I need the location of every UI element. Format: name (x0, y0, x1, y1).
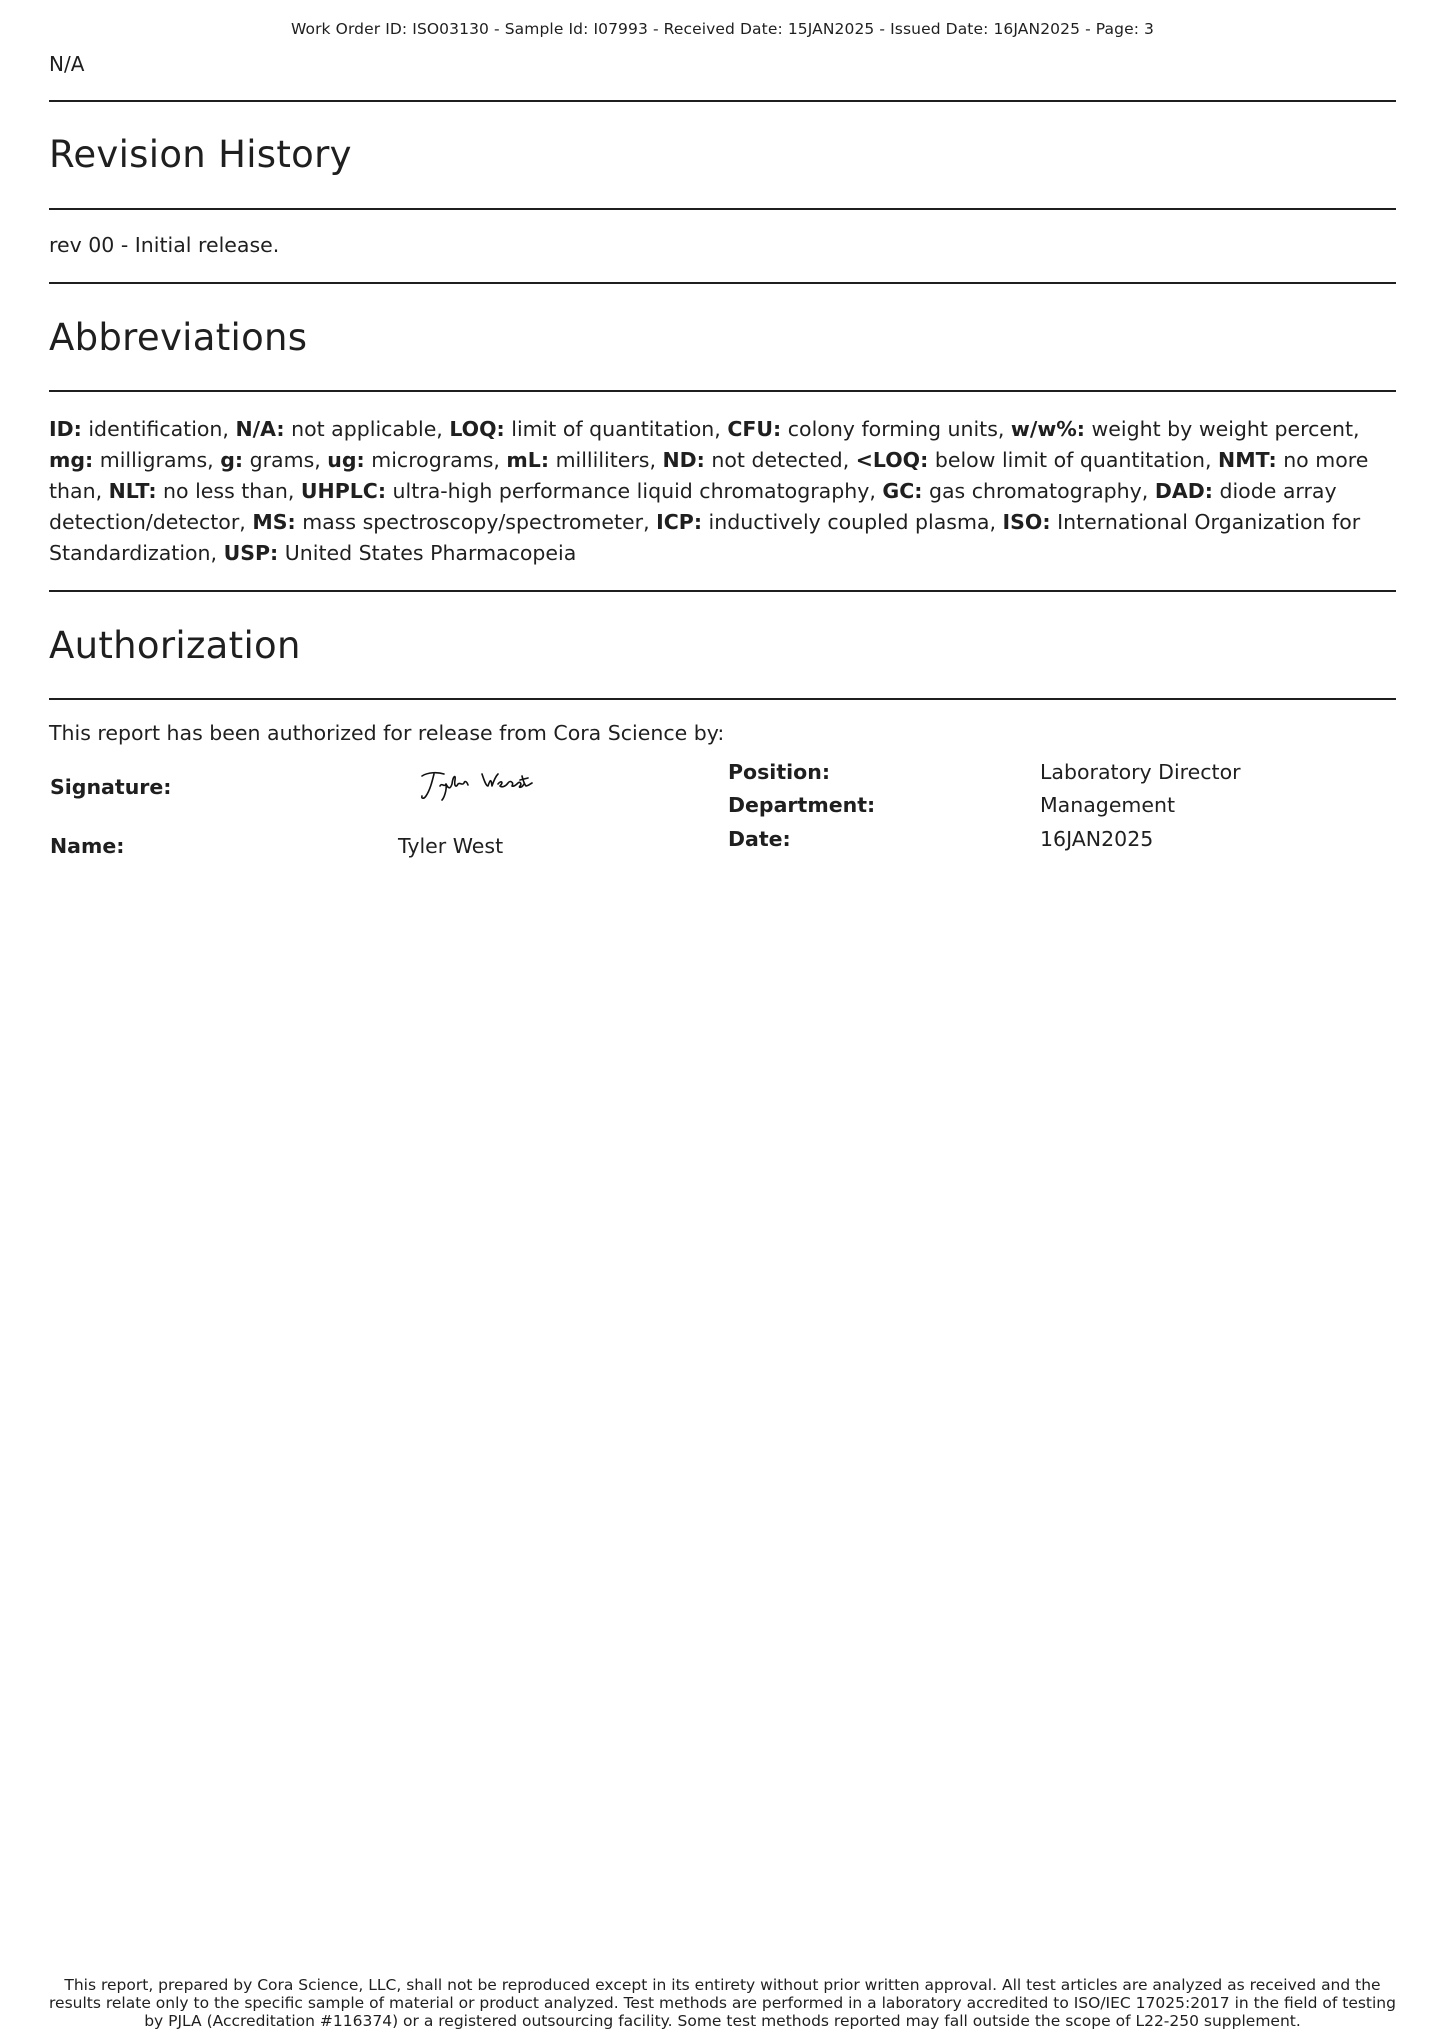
abbreviation-item (301, 479, 882, 503)
signature-label: Signature: (50, 775, 172, 799)
page-footer (40, 1976, 1405, 2030)
footer-line: This report, prepared by Cora Science, LLC, shall not be reproduced except in its entirety without prior written approval. All test articles are analyzed as received and the (64, 1976, 1381, 1994)
abbreviation-item (1011, 417, 1360, 441)
position-label: Position: (728, 760, 831, 784)
department-value: Management (1040, 793, 1176, 817)
date-label: Date: (728, 827, 791, 851)
divider (49, 282, 1396, 284)
name-label: Name: (50, 834, 125, 858)
abbreviation-term: UHPLC: (300, 479, 387, 503)
divider (49, 100, 1396, 102)
abbreviation-definition: below limit of quantitation, (928, 448, 1219, 472)
signature-image (416, 766, 536, 806)
abbreviation-term: <LOQ: (855, 448, 929, 472)
abbreviation-term: ISO: (1002, 510, 1051, 534)
abbreviation-definition: not applicable, (284, 417, 450, 441)
carryover-text: N/A (49, 52, 85, 76)
abbreviation-item (49, 448, 220, 472)
abbreviation-item (882, 479, 1154, 503)
abbreviation-definition: no less than, (156, 479, 301, 503)
abbreviation-term: MS: (252, 510, 296, 534)
abbreviation-term: CFU: (727, 417, 782, 441)
abbreviation-term: g: (220, 448, 244, 472)
abbreviations-list (49, 414, 1396, 569)
abbreviation-item (49, 417, 235, 441)
authorization-title: Authorization (49, 624, 301, 667)
revision-entry: rev 00 - Initial release. (49, 233, 280, 257)
abbreviation-item (220, 448, 327, 472)
name-value: Tyler West (398, 834, 504, 858)
abbreviation-definition: diode array detection/detector, (49, 479, 1337, 534)
abbreviation-definition: gas chromatography, (922, 479, 1155, 503)
abbreviation-item (663, 448, 856, 472)
abbreviation-definition: United States Pharmacopeia (278, 541, 577, 565)
divider (49, 590, 1396, 592)
abbreviation-term: NLT: (108, 479, 157, 503)
abbreviation-item (856, 448, 1218, 472)
abbreviation-item (449, 417, 727, 441)
abbreviation-definition: inductively coupled plasma, (702, 510, 1003, 534)
abbreviation-item (727, 417, 1011, 441)
divider (49, 390, 1396, 392)
abbreviation-item (656, 510, 1002, 534)
abbreviation-definition: no more than, (49, 448, 1369, 503)
footer-line: by PJLA (Accreditation #116374) or a registered outsourcing facility. Some test methods reported may fall outside the scope of L22-250 supplement. (144, 2012, 1301, 2030)
abbreviation-term: ND: (662, 448, 705, 472)
abbreviation-definition: ultra-high performance liquid chromatography, (386, 479, 883, 503)
abbreviation-item (506, 448, 662, 472)
footer-line: results relate only to the specific sample of material or product analyzed. Test methods are performed in a laboratory accredited to ISO/IEC 17025:2017 in the field of testing (49, 1994, 1396, 2012)
abbreviation-term: NMT: (1218, 448, 1277, 472)
abbreviation-term: ID: (49, 417, 82, 441)
abbreviation-term: ug: (327, 448, 365, 472)
authorization-intro: This report has been authorized for release from Cora Science by: (49, 721, 725, 745)
abbreviation-term: LOQ: (449, 417, 505, 441)
abbreviation-definition: limit of quantitation, (504, 417, 728, 441)
abbreviation-item (224, 541, 577, 565)
revision-history-title: Revision History (49, 133, 352, 176)
divider (49, 698, 1396, 700)
divider (49, 208, 1396, 210)
abbreviation-item (252, 510, 656, 534)
abbreviation-term: mL: (506, 448, 550, 472)
abbreviation-definition: milliliters, (549, 448, 663, 472)
abbreviation-definition: International Organization for Standardization, (49, 510, 1361, 565)
abbreviation-term: USP: (223, 541, 279, 565)
abbreviation-definition: grams, (243, 448, 328, 472)
abbreviation-definition: colony forming units, (781, 417, 1011, 441)
abbreviation-item (109, 479, 301, 503)
abbreviation-definition: identification, (81, 417, 236, 441)
abbreviation-term: mg: (49, 448, 94, 472)
abbreviation-definition: mass spectroscopy/spectrometer, (295, 510, 657, 534)
abbreviation-term: ICP: (656, 510, 703, 534)
abbreviations-title: Abbreviations (49, 316, 308, 359)
abbreviation-definition: micrograms, (364, 448, 507, 472)
department-label: Department: (728, 793, 876, 817)
abbreviation-item (235, 417, 449, 441)
abbreviation-term: w/w%: (1010, 417, 1086, 441)
abbreviation-definition: not detected, (704, 448, 856, 472)
abbreviation-term: N/A: (235, 417, 285, 441)
abbreviation-definition: milligrams, (93, 448, 221, 472)
abbreviation-item (327, 448, 506, 472)
date-value: 16JAN2025 (1040, 827, 1154, 851)
abbreviation-definition: weight by weight percent, (1085, 417, 1360, 441)
abbreviation-term: DAD: (1154, 479, 1213, 503)
page-header: Work Order ID: ISO03130 - Sample Id: I07993 - Received Date: 15JAN2025 - Issued Date: 16JAN2025 - Page: 3 (290, 20, 1155, 38)
position-value: Laboratory Director (1040, 760, 1241, 784)
abbreviation-term: GC: (882, 479, 923, 503)
